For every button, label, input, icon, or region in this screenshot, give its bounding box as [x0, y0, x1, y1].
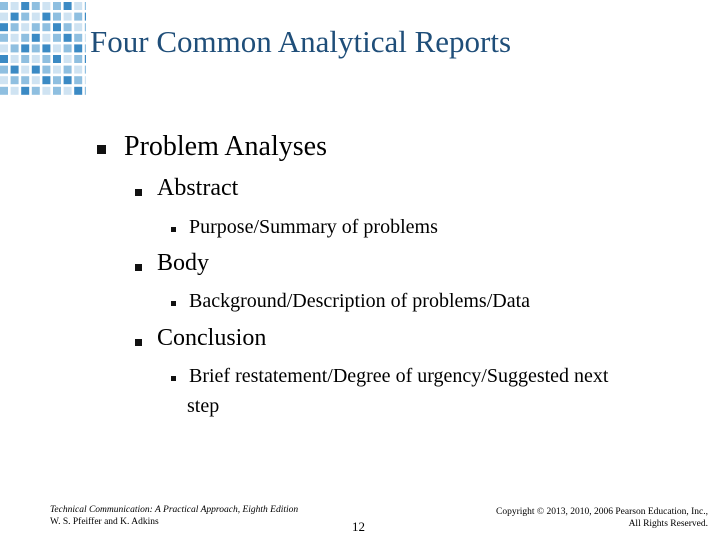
grid-square [64, 76, 72, 84]
footer-copyright [496, 506, 708, 530]
grid-square [85, 13, 86, 21]
footer-book-title: Technical Communication: A Practical Approach, Eighth Edition [50, 505, 299, 515]
grid-square [85, 23, 86, 31]
bullet-icon [171, 376, 176, 381]
grid-square [0, 44, 8, 52]
grid-square [21, 13, 29, 21]
grid-square [21, 2, 29, 10]
bullet-icon [135, 264, 142, 271]
grid-square [32, 13, 40, 21]
grid-square [85, 55, 86, 63]
grid-square [64, 23, 72, 31]
copyright-line-1: Copyright © 2013, 2010, 2006 Pearson Education, Inc., [496, 507, 708, 517]
grid-square [0, 23, 8, 31]
grid-square [64, 44, 72, 52]
bullet-icon [171, 227, 176, 232]
grid-square [21, 76, 29, 84]
grid-square [42, 34, 50, 42]
grid-square [11, 34, 19, 42]
grid-square [0, 34, 8, 42]
grid-square [32, 87, 40, 95]
grid-square [53, 66, 61, 74]
section-body-detail: Background/Description of problems/Data [189, 290, 531, 312]
grid-square [85, 2, 86, 10]
grid-square [42, 23, 50, 31]
grid-square [64, 87, 72, 95]
section-conclusion-label: Conclusion [157, 325, 267, 351]
grid-square [42, 87, 50, 95]
grid-square [32, 23, 40, 31]
page-number: 12 [352, 519, 365, 534]
grid-square [74, 76, 82, 84]
grid-square [0, 2, 8, 10]
grid-square [11, 44, 19, 52]
section-abstract-label: Abstract [157, 175, 239, 201]
grid-square [53, 13, 61, 21]
grid-square [32, 2, 40, 10]
grid-square [85, 34, 86, 42]
section-conclusion-detail-line2: step [187, 395, 220, 417]
grid-square [32, 44, 40, 52]
grid-square [53, 76, 61, 84]
grid-square [74, 44, 82, 52]
grid-square [42, 44, 50, 52]
grid-square [0, 76, 8, 84]
grid-square [32, 34, 40, 42]
grid-square [53, 87, 61, 95]
grid-square [74, 66, 82, 74]
grid-square [42, 2, 50, 10]
bullet-icon [171, 301, 176, 306]
grid-square [53, 55, 61, 63]
grid-square [0, 55, 8, 63]
footer-citation [50, 504, 298, 528]
grid-square [21, 55, 29, 63]
grid-square [11, 66, 19, 74]
grid-square [42, 55, 50, 63]
grid-square [53, 34, 61, 42]
section-conclusion-detail-line1: Brief restatement/Degree of urgency/Suggested next [189, 365, 609, 387]
grid-square [74, 34, 82, 42]
grid-square [0, 87, 8, 95]
grid-square [21, 44, 29, 52]
grid-square [11, 2, 19, 10]
grid-square [11, 13, 19, 21]
grid-square [11, 55, 19, 63]
grid-square [21, 66, 29, 74]
grid-square [11, 87, 19, 95]
heading-problem-analyses: Problem Analyses [124, 131, 327, 162]
grid-square [64, 13, 72, 21]
grid-square [74, 23, 82, 31]
slide-title: Four Common Analytical Reports [90, 24, 512, 59]
grid-square [53, 2, 61, 10]
grid-square [53, 23, 61, 31]
bullet-icon [135, 339, 142, 346]
grid-square [32, 55, 40, 63]
grid-square [21, 23, 29, 31]
grid-square [42, 13, 50, 21]
bullet-icon [135, 189, 142, 196]
grid-square [0, 66, 8, 74]
grid-square [64, 2, 72, 10]
grid-square [53, 44, 61, 52]
grid-square [32, 66, 40, 74]
grid-square [74, 87, 82, 95]
grid-square [85, 66, 86, 74]
grid-square [85, 44, 86, 52]
grid-square [64, 55, 72, 63]
grid-square [11, 76, 19, 84]
bullet-icon [97, 145, 106, 154]
section-abstract-detail: Purpose/Summary of problems [189, 216, 438, 238]
grid-square [85, 76, 86, 84]
grid-square [42, 76, 50, 84]
grid-square [32, 76, 40, 84]
grid-square [85, 87, 86, 95]
grid-square [74, 55, 82, 63]
grid-square [21, 34, 29, 42]
grid-square [21, 87, 29, 95]
grid-square [42, 66, 50, 74]
section-body-label: Body [157, 250, 210, 276]
grid-square [74, 13, 82, 21]
grid-square [74, 2, 82, 10]
decorative-square-grid [0, 0, 86, 100]
footer-authors: W. S. Pfeiffer and K. Adkins [50, 517, 159, 527]
grid-square [0, 13, 8, 21]
grid-square [64, 66, 72, 74]
grid-square [64, 34, 72, 42]
grid-square [11, 23, 19, 31]
copyright-line-2: All Rights Reserved. [628, 519, 708, 529]
